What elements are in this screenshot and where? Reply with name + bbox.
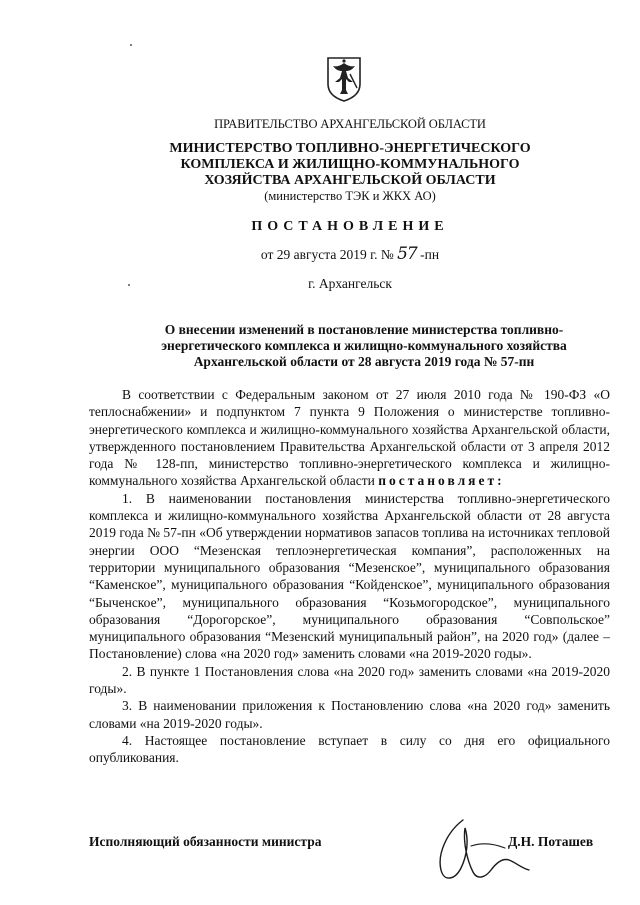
handwritten-signature — [425, 812, 535, 892]
item-4-paragraph: 4. Настоящее постановление вступает в силу со дня его официального опубликования. — [89, 732, 610, 766]
ministry-line: ХОЗЯЙСТВА АРХАНГЕЛЬСКОЙ ОБЛАСТИ — [204, 173, 496, 188]
item-2-paragraph: 2. В пункте 1 Постановления слова «на 2020 год» заменить словами «на 2019-2020 годы». — [89, 663, 610, 697]
document-body — [89, 386, 610, 767]
title-line: О внесении изменений в постановление министерства топливно- — [164, 322, 564, 337]
ministry-line: МИНИСТЕРСТВО ТОПЛИВНО-ЭНЕРГЕТИЧЕСКОГО — [169, 141, 531, 156]
scan-speck — [128, 284, 130, 286]
date-prefix: от 29 августа 2019 г. № — [260, 247, 394, 262]
number-suffix: -пн — [420, 247, 440, 262]
document-date-number — [60, 244, 640, 264]
document-city: г. Архангельск — [308, 276, 392, 291]
signer-name: Д.Н. Поташев — [508, 834, 594, 849]
signer-position: Исполняющий обязанности министра — [89, 834, 322, 849]
ministry-short-name: (министерство ТЭК и ЖКХ АО) — [264, 189, 436, 203]
item-1-paragraph: 1. В наименовании постановления министерства топливно-энергетического комплекса и жилищно-коммунального хозяйства Архангельской области от 28 августа 2019 года № 57-пн «Об утверждении нормативов запасов топлива на источниках тепловой энергии ООО “Мезенская теплоэнергетическая компания”, расположенных на территории муниципального образования “Мезенское”, муниципального образования “Каменское”, муниципального образования “Койденское”, муниципального образования “Быченское”, муниципального образования “Козьмогородское”, муниципального образования “Дорогорское”, муниципального образования “Совпольское” муниципального образования “Мезенский муниципальный район”, на 2020 год» (далее – Постановление) слова «на 2020 год» заменить словами «на 2019-2020 годы». — [89, 490, 611, 662]
coat-of-arms-emblem — [326, 54, 362, 102]
scan-speck — [130, 44, 132, 46]
decrees-word: постановляет: — [378, 473, 505, 489]
ministry-line: КОМПЛЕКСА И ЖИЛИЩНО-КОММУНАЛЬНОГО — [180, 157, 520, 172]
document-title — [88, 322, 640, 370]
preamble-text: В соответствии с Федеральным законом от 27 июля 2010 года № 190-ФЗ «О теплоснабжении» и подпунктом 7 пункта 9 Положения о министерстве топливно-энергетического комплекса и жилищно-коммунального хозяйства Архангельской области, утвержденного постановлением Правительства Архангельской области от 3 апреля 2012 года № 128-пп, министерство топливно-энергетического комплекса и жилищно-коммунального хозяйства Архангельской области — [89, 387, 610, 489]
title-line: энергетического комплекса и жилищно-коммунального хозяйства — [161, 338, 567, 353]
title-line: Архангельской области от 28 августа 2019 года № 57-пн — [193, 354, 535, 369]
government-heading: ПРАВИТЕЛЬСТВО АРХАНГЕЛЬСКОЙ ОБЛАСТИ — [214, 117, 486, 131]
document-type: ПОСТАНОВЛЕНИЕ — [251, 219, 449, 234]
preamble-paragraph — [89, 386, 610, 490]
handwritten-number: 57 — [397, 244, 417, 264]
item-3-paragraph: 3. В наименовании приложения к Постановлению слова «на 2020 год» заменить словами «на 2019-2020 годы». — [89, 698, 610, 731]
ministry-name — [60, 141, 640, 189]
